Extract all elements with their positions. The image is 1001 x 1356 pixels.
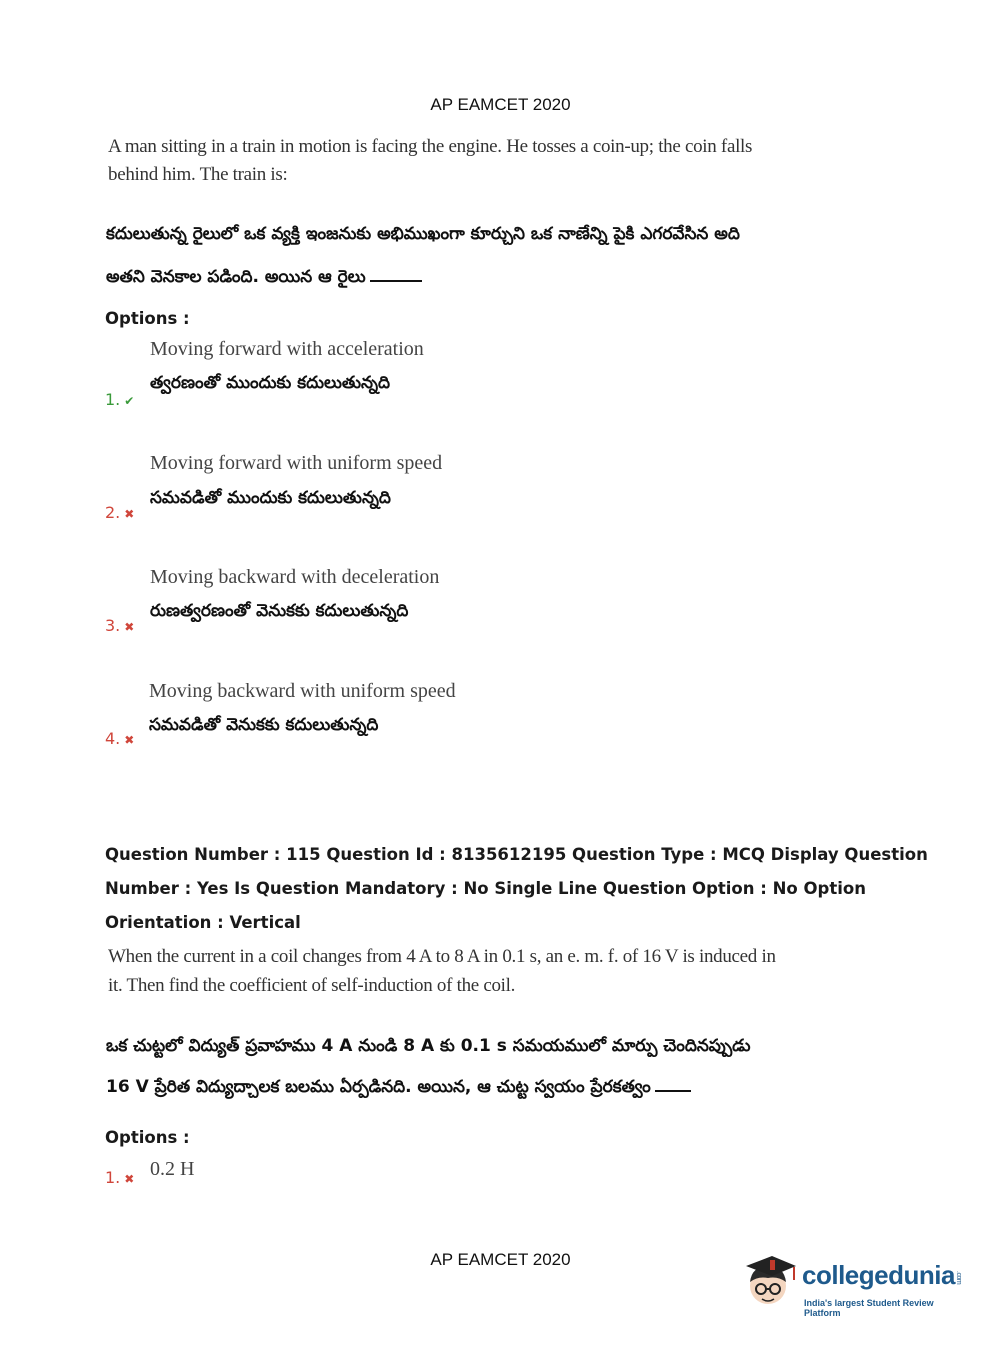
question-2-text-en-line1: When the current in a coil changes from 4 A to 8 A in 0.1 s, an e. m. f. of 16 V is induced in	[108, 946, 776, 967]
option-4-text-en: Moving backward with uniform speed	[149, 680, 456, 702]
answer-blank	[370, 279, 422, 282]
option-3-marker	[105, 616, 134, 635]
option-2-number: 2.	[105, 503, 121, 522]
option-4-number: 4.	[105, 729, 121, 748]
logo-name-text: collegedunia	[802, 1260, 955, 1290]
option-3-text-en: Moving backward with deceleration	[150, 566, 440, 588]
wrong-cross-icon: ✖	[124, 733, 135, 747]
option-3-text-te: రుణత్వరణంతో వెనుకకు కదులుతున్నది	[150, 601, 409, 621]
option-1-text-te: త్వరణంతో ముందుకు కదులుతున్నది	[150, 373, 391, 393]
logo-suffix: .com	[954, 1270, 962, 1284]
page-footer: AP EAMCET 2020	[430, 1250, 571, 1269]
logo-wordmark	[802, 1260, 962, 1291]
option-1-number: 1.	[105, 390, 121, 409]
collegedunia-logo	[742, 1250, 972, 1320]
q2-option-1-text: 0.2 H	[150, 1158, 195, 1180]
option-2-text-te: సమవడితో ముందుకు కదులుతున్నది	[150, 488, 391, 508]
question-1-text-en-line1: A man sitting in a train in motion is facing the engine. He tosses a coin-up; the coin falls	[108, 136, 753, 157]
question-2-meta-line1: Question Number : 115 Question Id : 8135612195 Question Type : MCQ Display Question	[105, 845, 928, 864]
question-2-meta-line2: Number : Yes Is Question Mandatory : No Single Line Question Option : No Option	[105, 879, 866, 898]
option-4-marker	[105, 729, 134, 748]
option-2-marker	[105, 503, 134, 522]
option-1-text-en: Moving forward with acceleration	[150, 338, 424, 360]
logo-tagline: India's largest Student Review Platform	[804, 1298, 934, 1318]
question-2-text-en-line2: it. Then find the coefficient of self-induction of the coil.	[108, 975, 516, 996]
page-header: AP EAMCET 2020	[430, 95, 571, 114]
option-2-text-en: Moving forward with uniform speed	[150, 452, 443, 474]
q2-option-1-marker	[105, 1168, 134, 1187]
options-label: Options :	[105, 1128, 190, 1147]
answer-blank	[655, 1089, 691, 1092]
question-2-text-te-line1: ఒక చుట్టలో విద్యుత్ ప్రవాహము 4 A నుండి 8 A కు 0.1 s సమయములో మార్పు చెందినప్పుడు	[106, 1036, 751, 1056]
option-3-number: 3.	[105, 616, 121, 635]
q2-option-1-number: 1.	[105, 1168, 121, 1187]
question-1-text-te-line2-text: అతని వెనకాల పడింది. అయిన ఆ రైలు	[106, 267, 366, 287]
wrong-cross-icon: ✖	[124, 507, 135, 521]
question-2-meta-line3: Orientation : Vertical	[105, 913, 301, 932]
option-4-text-te: సమవడితో వెనుకకు కదులుతున్నది	[149, 715, 379, 735]
options-label: Options :	[105, 309, 190, 328]
question-2-text-te-line2	[106, 1077, 691, 1101]
graduate-mascot-icon	[742, 1252, 798, 1308]
question-1-text-te-line1: కదులుతున్న రైలులో ఒక వ్యక్తి ఇంజనుకు అభిముఖంగా కూర్చుని ఒక నాణేన్ని పైకి ఎగరవేసిన అది	[106, 224, 740, 244]
question-1-text-te-line2	[106, 267, 422, 291]
wrong-cross-icon: ✖	[124, 1172, 135, 1186]
question-1-text-en-line2: behind him. The train is:	[108, 164, 288, 185]
option-1-marker	[105, 390, 134, 409]
question-2-text-te-line2-text: 16 V ప్రేరిత విద్యుద్చాలక బలము ఏర్పడినది. అయిన, ఆ చుట్ట స్వయం ప్రేరకత్వం	[106, 1077, 651, 1097]
correct-check-icon: ✔	[124, 394, 135, 408]
wrong-cross-icon: ✖	[124, 620, 135, 634]
